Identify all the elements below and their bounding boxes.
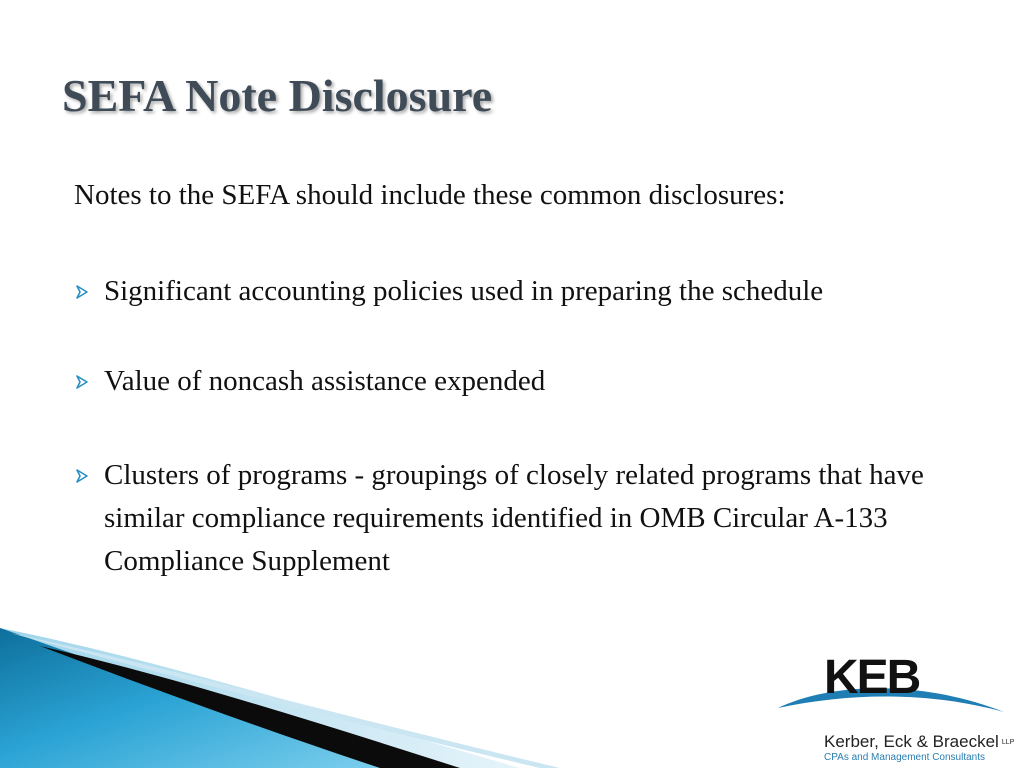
bullet-item — [74, 360, 974, 404]
arrow-bullet-icon — [74, 270, 104, 314]
bullet-item — [74, 270, 974, 314]
logo-mark: KEB — [824, 651, 920, 704]
bullet-text: Clusters of programs - groupings of closely related programs that have similar compliance requirements identified in OMB Circular A-133 Compliance Supplement — [104, 459, 924, 577]
logo-tagline: CPAs and Management Consultants — [824, 752, 986, 763]
logo-firm-text: Kerber, Eck & Braeckel — [824, 732, 999, 751]
arrow-bullet-icon — [74, 454, 104, 498]
keb-logo — [772, 650, 1024, 768]
arrow-bullet-icon — [74, 360, 104, 404]
bullet-item — [74, 454, 974, 583]
bullet-list — [74, 270, 974, 629]
bullet-text: Value of noncash assistance expended — [104, 365, 546, 397]
slide-title: SEFA Note Disclosure — [62, 70, 493, 121]
bullet-text: Significant accounting policies used in preparing the schedule — [104, 275, 824, 307]
logo-llp: LLP — [1001, 738, 1015, 746]
intro-text: Notes to the SEFA should include these common disclosures: — [74, 179, 786, 211]
logo-firm-name — [824, 732, 1014, 753]
